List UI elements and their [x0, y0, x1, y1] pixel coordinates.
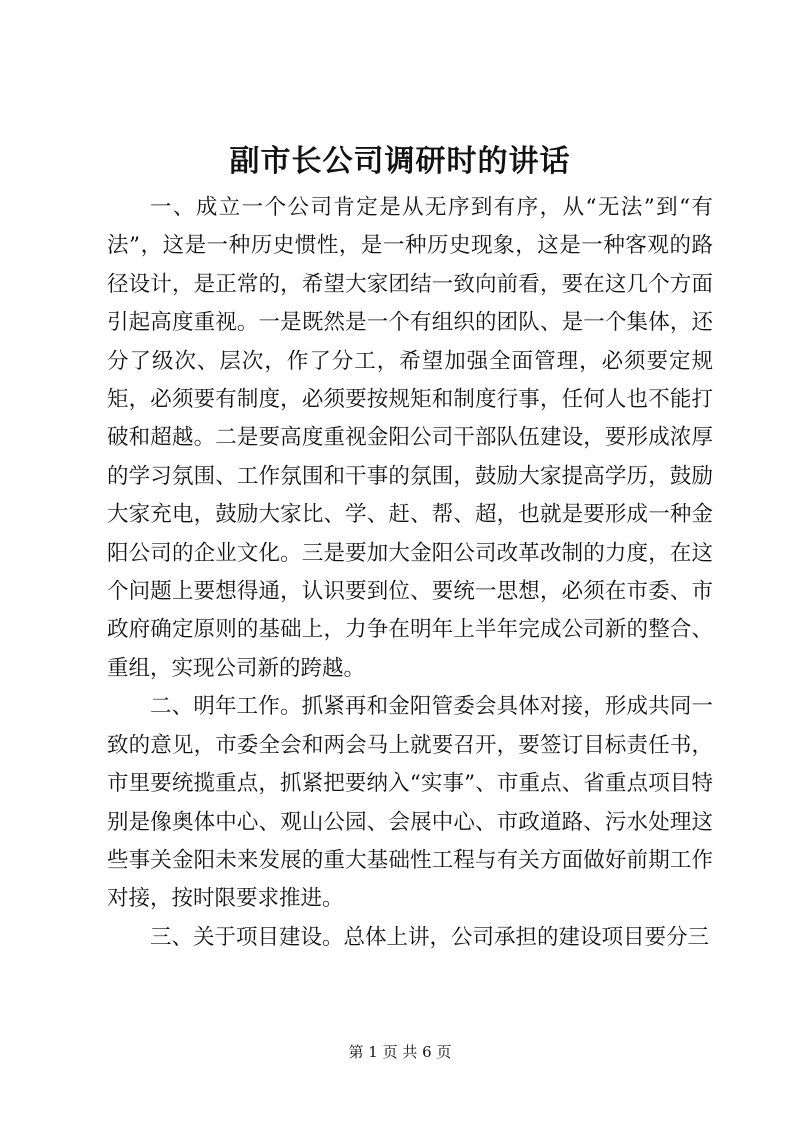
page-title: 副市长公司调研时的讲话 [229, 144, 571, 179]
paragraph-2: 二、明年工作。抓紧再和金阳管委会具体对接，形成共同一致的意见，市委全会和两会马上就要召开，要签订目标责任书，市里要统揽重点，抓紧把要纳入“实事”、市重点、省重点项目特别是像奥体中心、观山公园、会展中心、市政道路、污水处理这些事关金阳未来发展的重大基础性工程与有关方面做好前期工作对接，按时限要求推进。 [107, 694, 713, 912]
document-body [107, 189, 713, 957]
paragraph-1: 一、成立一个公司肯定是从无序到有序，从“无法”到“有法”，这是一种历史惯性，是一种历史现象，这是一种客观的路径设计，是正常的，希望大家团结一致向前看，要在这几个方面引起高度重视。一是既然是一个有组织的团队、是一个集体，还分了级次、层次，作了分工，希望加强全面管理，必须要定规矩，必须要有制度，必须要按规矩和制度行事，任何人也不能打破和超越。二是要高度重视金阳公司干部队伍建设，要形成浓厚的学习氛围、工作氛围和干事的氛围，鼓励大家提高学历，鼓励大家充电，鼓励大家比、学、赶、帮、超，也就是要形成一种金阳公司的企业文化。三是要加大金阳公司改革改制的力度，在这个问题上要想得通，认识要到位、要统一思想，必须在市委、市政府确定原则的基础上，力争在明年上半年完成公司新的整合、重组，实现公司新的跨越。 [107, 195, 713, 681]
page-number-footer: 第 1 页 共 6 页 [348, 1043, 452, 1061]
paragraph-3: 三、关于项目建设。总体上讲，公司承担的建设项目要分三 [150, 924, 710, 950]
